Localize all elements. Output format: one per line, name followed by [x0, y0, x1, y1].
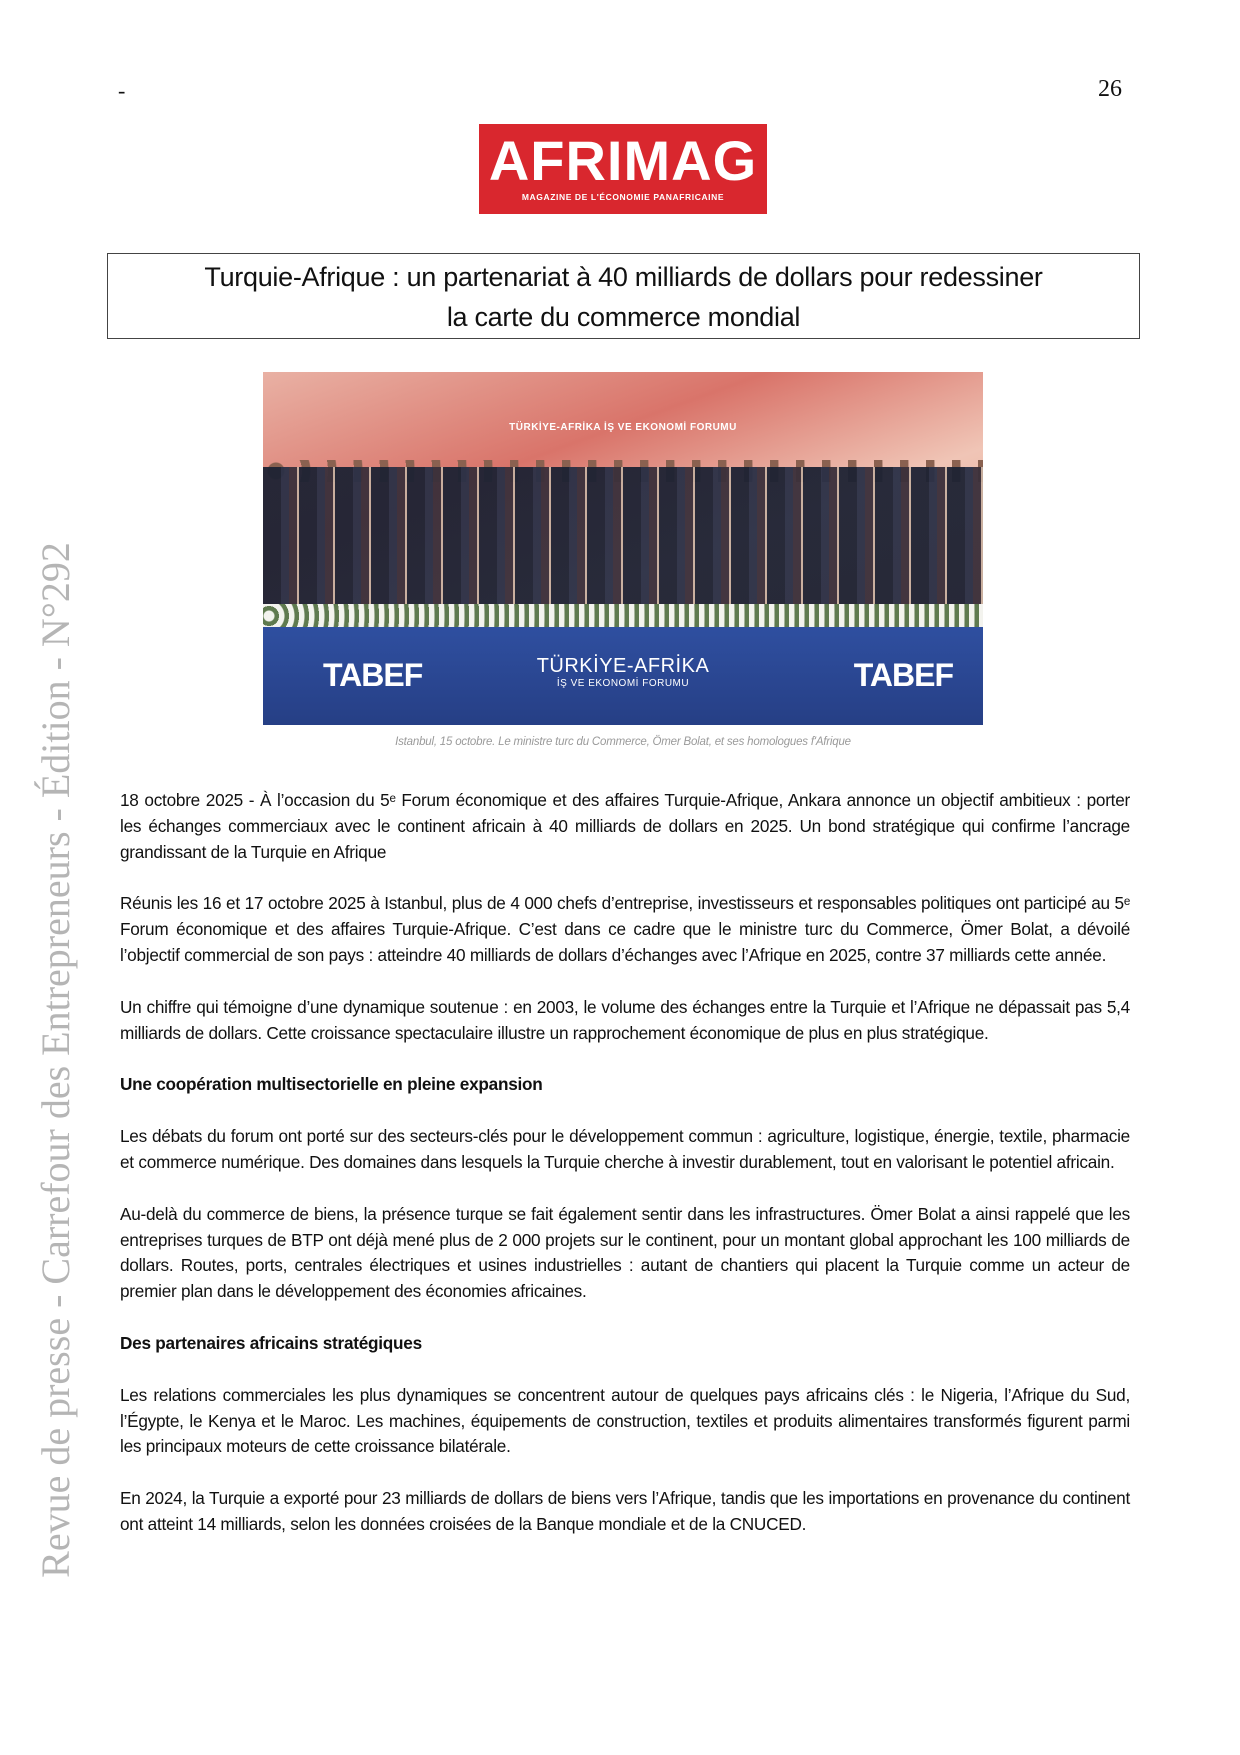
title-line-1: Turquie-Afrique : un partenariat à 40 milliards de dollars pour redessiner	[204, 262, 1043, 292]
paragraph: Un chiffre qui témoigne d’une dynamique soutenue : en 2003, le volume des échanges entre la Turquie et l’Afrique ne dépassait pas 5,4 milliards de dollars. Cette croissance spectaculaire illustre un rapprochement économique de plus en plus stratégique.	[120, 996, 1130, 1043]
section-heading: Des partenaires africains stratégiques	[120, 1332, 422, 1353]
paragraph: Réunis les 16 et 17 octobre 2025 à Istanbul, plus de 4 000 chefs d’entreprise, investisseurs et responsables politiques ont participé au 5ᵉ Forum économique et des affaires Turquie-Afrique. C’est dans ce cadre que le ministre turc du Commerce, Ömer Bolat, a dévoilé l’objectif commercial de son pays : atteindre 40 milliards de dollars d’échanges avec l’Afrique en 2025, contre 37 milliards cette année.	[120, 893, 1130, 965]
afrimag-logo	[479, 124, 767, 214]
logo-name: AFRIMAG	[488, 129, 758, 192]
photo-flowers	[263, 604, 983, 628]
page-number: 26	[1098, 76, 1122, 102]
logo-tagline: MAGAZINE DE L'ÉCONOMIE PANAFRICAINE	[521, 192, 725, 202]
article-title	[107, 253, 1140, 339]
forum-photo	[263, 372, 983, 725]
watermark: Revue de presse - Carrefour des Entrepreneurs - Édition - N°292	[33, 542, 78, 1578]
title-line-2: la carte du commerce mondial	[446, 302, 801, 332]
section-heading: Une coopération multisectorielle en pleine expansion	[120, 1074, 543, 1095]
backdrop-title: TÜRKİYE-AFRİKA İŞ VE EKONOMİ FORUMU	[509, 422, 737, 433]
banner-title: TÜRKİYE-AFRİKA	[536, 655, 710, 677]
banner-subtitle: İŞ VE EKONOMİ FORUMU	[556, 678, 690, 689]
paragraph: Au-delà du commerce de biens, la présence turque se fait également sentir dans les infrastructures. Ömer Bolat a ainsi rappelé que les entreprises turques de BTP ont déjà mené plus de 2 000 projets sur le continent, pour un montant global approchant les 100 milliards de dollars. Routes, ports, centrales électriques et usines industrielles : autant de chantiers qui placent la Turquie comme un acteur de premier plan dans le développement des économies africaines.	[120, 1203, 1130, 1302]
header-dash: -	[118, 78, 126, 103]
paragraph: En 2024, la Turquie a exporté pour 23 milliards de dollars de biens vers l’Afrique, tandis que les importations en provenance du continent ont atteint 14 milliards, selon les données croisées de la Banque mondiale et de la CNUCED.	[120, 1488, 1130, 1534]
article-body	[120, 788, 1130, 1564]
paragraph: Les débats du forum ont porté sur des secteurs-clés pour le développement commun : agriculture, logistique, énergie, textile, pharmacie et commerce numérique. Des domaines dans lesquels la Turquie cherche à investir durablement, tout en valorisant le potentiel africain.	[120, 1126, 1130, 1172]
banner-logo-left: TABEF	[323, 657, 423, 693]
paragraph: Les relations commerciales les plus dynamiques se concentrent autour de quelques pays africains clés : le Nigeria, l’Afrique du Sud, l’Égypte, le Kenya et le Maroc. Les machines, équipements de construction, textiles et produits alimentaires transformés figurent parmi les principaux moteurs de cette croissance bilatérale.	[120, 1384, 1130, 1457]
photo-caption: Istanbul, 15 octobre. Le ministre turc du Commerce, Ömer Bolat, et ses homologues f'Afrique	[395, 736, 851, 748]
banner-logo-right: TABEF	[853, 657, 953, 693]
paragraph: 18 octobre 2025 - À l’occasion du 5ᵉ Forum économique et des affaires Turquie-Afrique, Ankara annonce un objectif ambitieux : porter les échanges commerciaux avec le continent africain à 40 milliards de dollars en 2025. Un bond stratégique qui confirme l’ancrage grandissant de la Turquie en Afrique	[120, 790, 1130, 862]
stage-banner	[263, 627, 983, 725]
